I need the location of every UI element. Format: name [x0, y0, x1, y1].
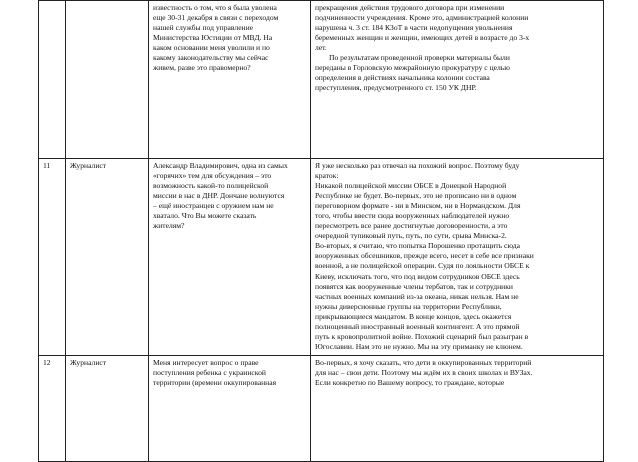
text-line: Югославии. Нам это не нужно. Мы на эту приманку не клюнем. [315, 341, 523, 351]
table-row [39, 159, 604, 356]
text-line: Во-первых, я хочу сказать, что дети в оккупированных территорий [315, 357, 532, 367]
answer-cell [311, 355, 604, 461]
text-line: переговорном формате - ни в Минском, ни в Нормандском. Для [315, 201, 521, 211]
qa-table [38, 0, 604, 462]
text-line: нарушена ч. 3 ст. 184 КЗоТ в части недопущения увольнения [315, 23, 513, 33]
text-line: для нас – свои дети. Поэтому мы ждём их в своих школах и ВУЗах. [315, 367, 533, 377]
text-line: Никакой полицейской миссии ОБСЕ в Донецкой Народной [315, 181, 507, 191]
table-row [39, 355, 604, 461]
text-line: Республике не будет. Во-первых, это не прописано ни в одном [315, 191, 517, 201]
question-cell [149, 355, 311, 461]
text-line: вооруженных обсешников, прежде всего, несет в себе все признаки [315, 251, 534, 261]
text-line: появятся как вооруженные члены тербатов, так и сотрудники [315, 281, 513, 291]
row-author: Журналист [70, 161, 107, 170]
text-line: прикрывающиеся мандатом. В конце концов, здесь окажется [315, 311, 512, 321]
answer-cell [311, 159, 604, 356]
text-line: «горячих» тем для обсуждения – это [153, 171, 272, 181]
text-line: Меня интересует вопрос о праве [153, 357, 259, 367]
text-line: переданы в Горловскую межрайонную прокуратуру с целью [315, 63, 510, 73]
text-line: Я уже несколько раз отвечал на похожий вопрос. Поэтому буду [315, 161, 520, 170]
author-cell [66, 355, 149, 461]
text-line: жителям? [153, 221, 185, 231]
text-line: пересмотреть все ранее достигнутые договоренности, а это [315, 221, 508, 231]
text-line: нужны диверсионные группы на территории Республики, [315, 301, 502, 311]
text-line: того, чтобы ввести сюда вооруженных наблюдателей нужно [315, 211, 510, 221]
text-line: возможность какой-то полицейской [153, 181, 269, 191]
text-line: хватало. Что Вы можете сказать [153, 211, 257, 221]
text-line: краток: [315, 171, 339, 181]
text-line: беременных женщин и женщин, имеющих детей в возрасте до 3-х [315, 33, 530, 43]
text-line: Киеву, исключать того, что под видом сотрудников ОБСЕ здесь [315, 271, 520, 281]
question-cell [149, 1, 311, 159]
text-line: живем, разве это правомерно? [153, 63, 251, 73]
text-line: каком основании меня уволили и по [153, 43, 270, 53]
text-line: – ещё иностранцев с оружием нам не [153, 201, 274, 211]
table-row [39, 1, 604, 159]
author-cell [66, 1, 149, 159]
text-line: подчиненности учреждения. Кроме это, администрацией колонии [315, 13, 529, 23]
text-line: полноценный иностранный военный контингент. А это прямой [315, 321, 520, 331]
text-line: очередной тупиковый путь, путь, по сути, срыва Минска-2. [315, 231, 507, 241]
row-number-cell [39, 159, 66, 356]
text-line: территории (времени оккупированная [153, 377, 277, 387]
text-line: Если конкретно по Вашему вопросу, то граждане, которые [315, 377, 505, 387]
text-line: лет. [315, 43, 327, 53]
text-line: нашей службы под управление [153, 23, 254, 33]
text-line: По результатам проведенной проверки материалы были [329, 53, 510, 63]
text-line: какому законодательству мы сейчас [153, 53, 269, 63]
text-line: поступления ребенка с украинской [153, 367, 266, 377]
text-line: прекращения действия трудового договора при изменении [315, 3, 505, 12]
text-line: Министерства Юстиции от МВД. На [153, 33, 273, 43]
text-line: еще 30-31 декабря в связи с переходом [153, 13, 279, 23]
text-line: частных военных компаний из-за океана, никак нельзя. Нам не [315, 291, 519, 301]
row-number-cell [39, 1, 66, 159]
question-cell [149, 159, 311, 356]
text-line: военной, а не полицейской операции. Судя по лояльности ОБСЕ к [315, 261, 530, 271]
row-number: 12 [43, 357, 51, 367]
row-author: Журналист [70, 357, 107, 367]
text-line: преступления, предусмотренного ст. 150 УК ДНР. [315, 83, 477, 93]
author-cell [66, 159, 149, 356]
text-line: миссии в нас в ДНР. Дончане волнуются [153, 191, 285, 201]
row-number-cell [39, 355, 66, 461]
text-line: известность о том, что я была уволена [153, 3, 277, 12]
text-line: Во-вторых, я считаю, что попытка Порошенко протащить сюда [315, 241, 520, 251]
text-line: путь к кровопролитной войне. Похожий сценарий был разыгран в [315, 331, 529, 341]
answer-cell [311, 1, 604, 159]
text-line: Александр Владимирович, одна из самых [153, 161, 288, 170]
text-line: определения в действиях начальника колонии состава [315, 73, 490, 83]
row-number: 11 [43, 161, 51, 170]
